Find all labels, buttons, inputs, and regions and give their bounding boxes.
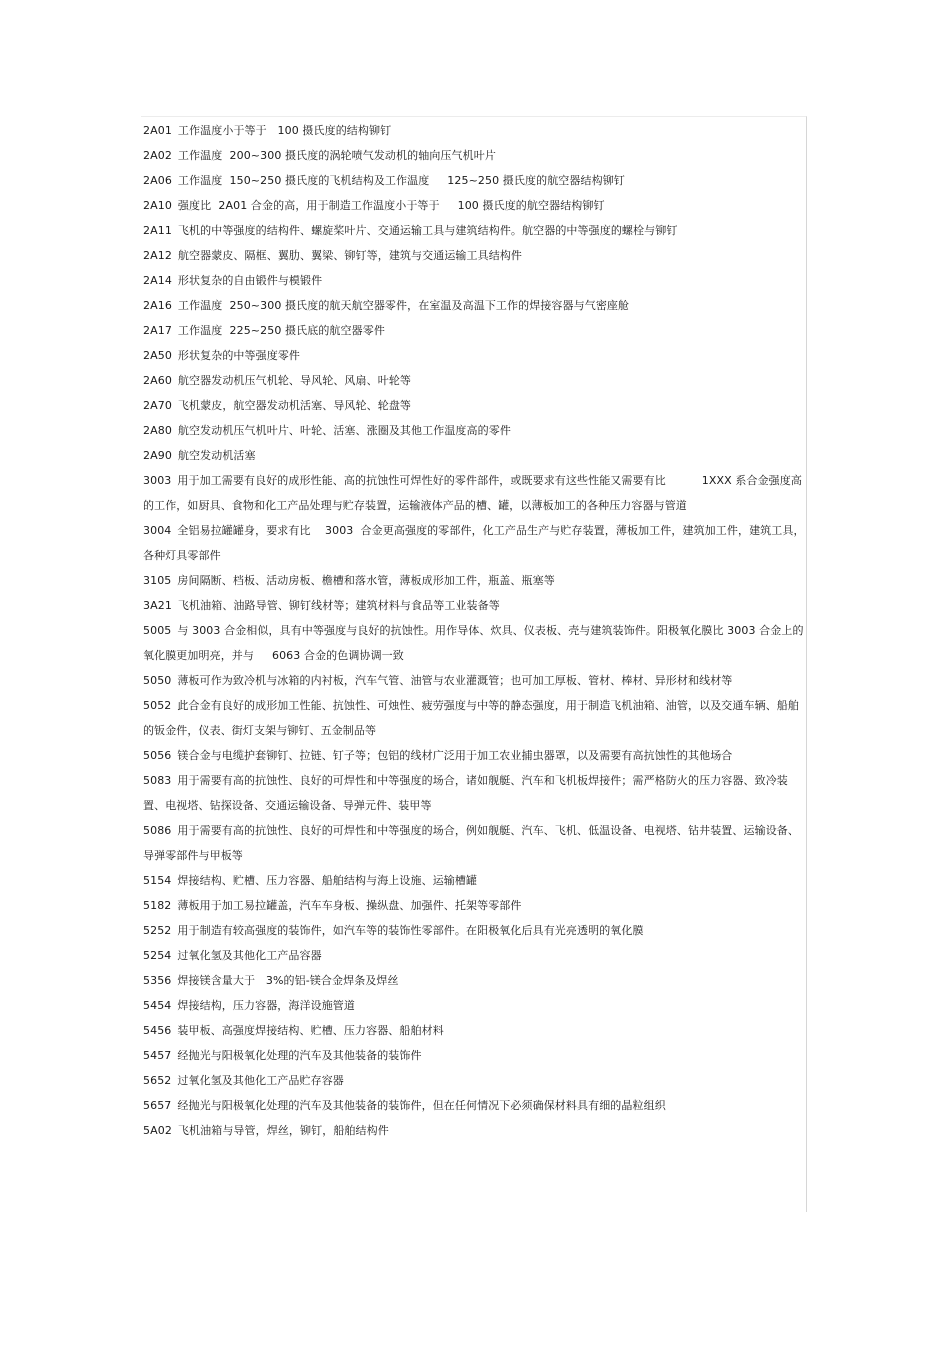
alloy-application-text: 飞机的中等强度的结构件、螺旋桨叶片、交通运输工具与建筑结构件。航空器的中等强度的螺栓与铆钉 [177, 224, 678, 237]
alloy-application-text: 房间隔断、档板、活动房板、檐槽和落水管，薄板成形加工件，瓶盖、瓶塞等 [177, 574, 555, 587]
list-item [143, 1118, 805, 1143]
alloy-code: 3105 [143, 574, 172, 587]
list-item [143, 1043, 805, 1068]
alloy-code: 5182 [143, 899, 172, 912]
list-item [143, 818, 805, 868]
alloy-application-text: 用于需要有高的抗蚀性、良好的可焊性和中等强度的场合，例如舰艇、汽车、飞机、低温设备、电视塔、钻井装置、运输设备、导弹零部件与甲板等 [143, 824, 800, 862]
list-item [143, 943, 805, 968]
alloy-code: 5052 [143, 699, 172, 712]
alloy-application-text: 装甲板、高强度焊接结构、贮槽、压力容器、船舶材料 [177, 1024, 444, 1037]
alloy-code: 2A50 [143, 349, 172, 362]
list-item [143, 343, 805, 368]
alloy-code: 2A02 [143, 149, 172, 162]
alloy-code: 5652 [143, 1074, 172, 1087]
alloy-application-text: 全铝易拉罐罐身，要求有比 3003 合金更高强度的零部件，化工产品生产与贮存装置，薄板加工件，建筑加工件，建筑工具，各种灯具零部件 [143, 524, 805, 562]
list-item [143, 618, 805, 668]
list-item [143, 318, 805, 343]
alloy-code: 5154 [143, 874, 172, 887]
alloy-application-text: 经抛光与阳极氧化处理的汽车及其他装备的装饰件，但在任何情况下必须确保材料具有细的晶粒组织 [177, 1099, 666, 1112]
alloy-code: 3004 [143, 524, 172, 537]
list-item [143, 593, 805, 618]
alloy-code: 5056 [143, 749, 172, 762]
list-item [143, 143, 805, 168]
alloy-code: 2A10 [143, 199, 172, 212]
alloy-application-text: 飞机蒙皮，航空器发动机活塞、导风轮、轮盘等 [177, 399, 412, 412]
alloy-code: 5457 [143, 1049, 172, 1062]
alloy-application-text: 飞机油箱、油路导管、铆钉线材等；建筑材料与食品等工业装备等 [177, 599, 500, 612]
list-item [143, 893, 805, 918]
alloy-application-text: 航空发动机活塞 [177, 449, 256, 462]
alloy-application-text: 航空器蒙皮、隔框、翼肋、翼梁、铆钉等，建筑与交通运输工具结构件 [177, 249, 523, 262]
list-item [143, 193, 805, 218]
list-item [143, 168, 805, 193]
list-item [143, 293, 805, 318]
list-item [143, 518, 805, 568]
alloy-code: 3A21 [143, 599, 172, 612]
alloy-application-text: 用于需要有高的抗蚀性、良好的可焊性和中等强度的场合，诸如舰艇、汽车和飞机板焊接件；需严格防火的压力容器、致冷装置、电视塔、钻探设备、交通运输设备、导弹元件、装甲等 [143, 774, 788, 812]
list-item [143, 693, 805, 743]
list-item [143, 868, 805, 893]
alloy-application-text: 经抛光与阳极氧化处理的汽车及其他装备的装饰件 [177, 1049, 422, 1062]
list-item [143, 1068, 805, 1093]
alloy-application-text: 工作温度 200~300 摄氏度的涡轮喷气发动机的轴向压气机叶片 [177, 149, 496, 162]
list-item [143, 1018, 805, 1043]
alloy-application-text: 薄板用于加工易拉罐盖，汽车车身板、操纵盘、加强件、托架等零部件 [177, 899, 522, 912]
alloy-code: 5657 [143, 1099, 172, 1112]
alloy-code: 2A11 [143, 224, 172, 237]
alloy-application-text: 用于加工需要有良好的成形性能、高的抗蚀性可焊性好的零件部件，或既要求有这些性能又需要有比 1XXX 系合金强度高的工作，如厨具、食物和化工产品处理与贮存装置，运输液体产品的槽、罐，以薄板加工的各种压力容器与管道 [143, 474, 802, 512]
alloy-code: 3003 [143, 474, 172, 487]
list-item [143, 243, 805, 268]
alloy-code: 2A17 [143, 324, 172, 337]
alloy-code: 5A02 [143, 1124, 172, 1137]
list-item [143, 743, 805, 768]
list-item [143, 118, 805, 143]
alloy-application-text: 薄板可作为致冷机与冰箱的内衬板，汽车气管、油管与农业灌溉管；也可加工厚板、管材、棒材、异形材和线材等 [177, 674, 733, 687]
alloy-application-text: 航空器发动机压气机轮、导风轮、风扇、叶轮等 [177, 374, 412, 387]
list-item [143, 393, 805, 418]
list-item [143, 268, 805, 293]
alloy-application-text: 工作温度 225~250 摄氏底的航空器零件 [177, 324, 385, 337]
alloy-application-text: 强度比 2A01 合金的高，用于制造工作温度小于等于 100 摄氏度的航空器结构铆钉 [177, 199, 605, 212]
list-item [143, 218, 805, 243]
list-item [143, 443, 805, 468]
alloy-code: 2A01 [143, 124, 172, 137]
alloy-code: 5456 [143, 1024, 172, 1037]
alloy-usage-list [143, 118, 805, 1143]
alloy-application-text: 航空发动机压气机叶片、叶轮、活塞、涨圈及其他工作温度高的零件 [177, 424, 511, 437]
list-item [143, 768, 805, 818]
alloy-code: 5252 [143, 924, 172, 937]
alloy-application-text: 工作温度小于等于 100 摄氏度的结构铆钉 [177, 124, 392, 137]
alloy-code: 5254 [143, 949, 172, 962]
list-item [143, 993, 805, 1018]
alloy-code: 5356 [143, 974, 172, 987]
alloy-code: 2A70 [143, 399, 172, 412]
alloy-code: 5086 [143, 824, 172, 837]
alloy-code: 5083 [143, 774, 172, 787]
alloy-code: 2A12 [143, 249, 172, 262]
alloy-code: 2A16 [143, 299, 172, 312]
alloy-code: 2A80 [143, 424, 172, 437]
alloy-application-text: 此合金有良好的成形加工性能、抗蚀性、可烛性、疲劳强度与中等的静态强度，用于制造飞机油箱、油管，以及交通车辆、船舶的钣金件，仪表、街灯支架与铆钉、五金制品等 [143, 699, 800, 737]
alloy-application-text: 过氧化氢及其他化工产品容器 [177, 949, 322, 962]
alloy-application-text: 工作温度 250~300 摄氏度的航天航空器零件，在室温及高温下工作的焊接容器与气密座舱 [177, 299, 630, 312]
alloy-application-text: 工作温度 150~250 摄氏度的飞机结构及工作温度 125~250 摄氏度的航空器结构铆钉 [177, 174, 625, 187]
alloy-code: 2A06 [143, 174, 172, 187]
list-item [143, 468, 805, 518]
alloy-application-text: 与 3003 合金相似，具有中等强度与良好的抗蚀性。用作导体、炊具、仪表板、壳与建筑装饰件。阳极氧化膜比 3003 合金上的氧化膜更加明亮，并与 6063 合金的色调协调一致 [143, 624, 804, 662]
alloy-application-text: 镁合金与电缆护套铆钉、拉链、钉子等；包铝的线材广泛用于加工农业捕虫器罩，以及需要有高抗蚀性的其他场合 [177, 749, 733, 762]
alloy-application-text: 过氧化氢及其他化工产品贮存容器 [177, 1074, 344, 1087]
list-item [143, 368, 805, 393]
alloy-application-text: 形状复杂的自由锻件与模锻件 [177, 274, 323, 287]
list-item [143, 668, 805, 693]
alloy-code: 2A90 [143, 449, 172, 462]
alloy-application-text: 飞机油箱与导管，焊丝，铆钉，船舶结构件 [177, 1124, 389, 1137]
list-item [143, 968, 805, 993]
list-item [143, 418, 805, 443]
alloy-code: 5005 [143, 624, 172, 637]
alloy-application-text: 形状复杂的中等强度零件 [177, 349, 301, 362]
alloy-application-text: 用于制造有较高强度的装饰件，如汽车等的装饰性零部件。在阳极氧化后具有光亮透明的氧化膜 [177, 924, 644, 937]
alloy-application-text: 焊接镁含量大于 3%的铝-镁合金焊条及焊丝 [177, 974, 399, 987]
list-item [143, 918, 805, 943]
alloy-code: 2A60 [143, 374, 172, 387]
alloy-code: 5454 [143, 999, 172, 1012]
list-item [143, 1093, 805, 1118]
alloy-code: 5050 [143, 674, 172, 687]
alloy-application-text: 焊接结构，压力容器，海洋设施管道 [177, 999, 356, 1012]
alloy-code: 2A14 [143, 274, 172, 287]
alloy-application-text: 焊接结构、贮槽、压力容器、船舶结构与海上设施、运输槽罐 [177, 874, 478, 887]
list-item [143, 568, 805, 593]
